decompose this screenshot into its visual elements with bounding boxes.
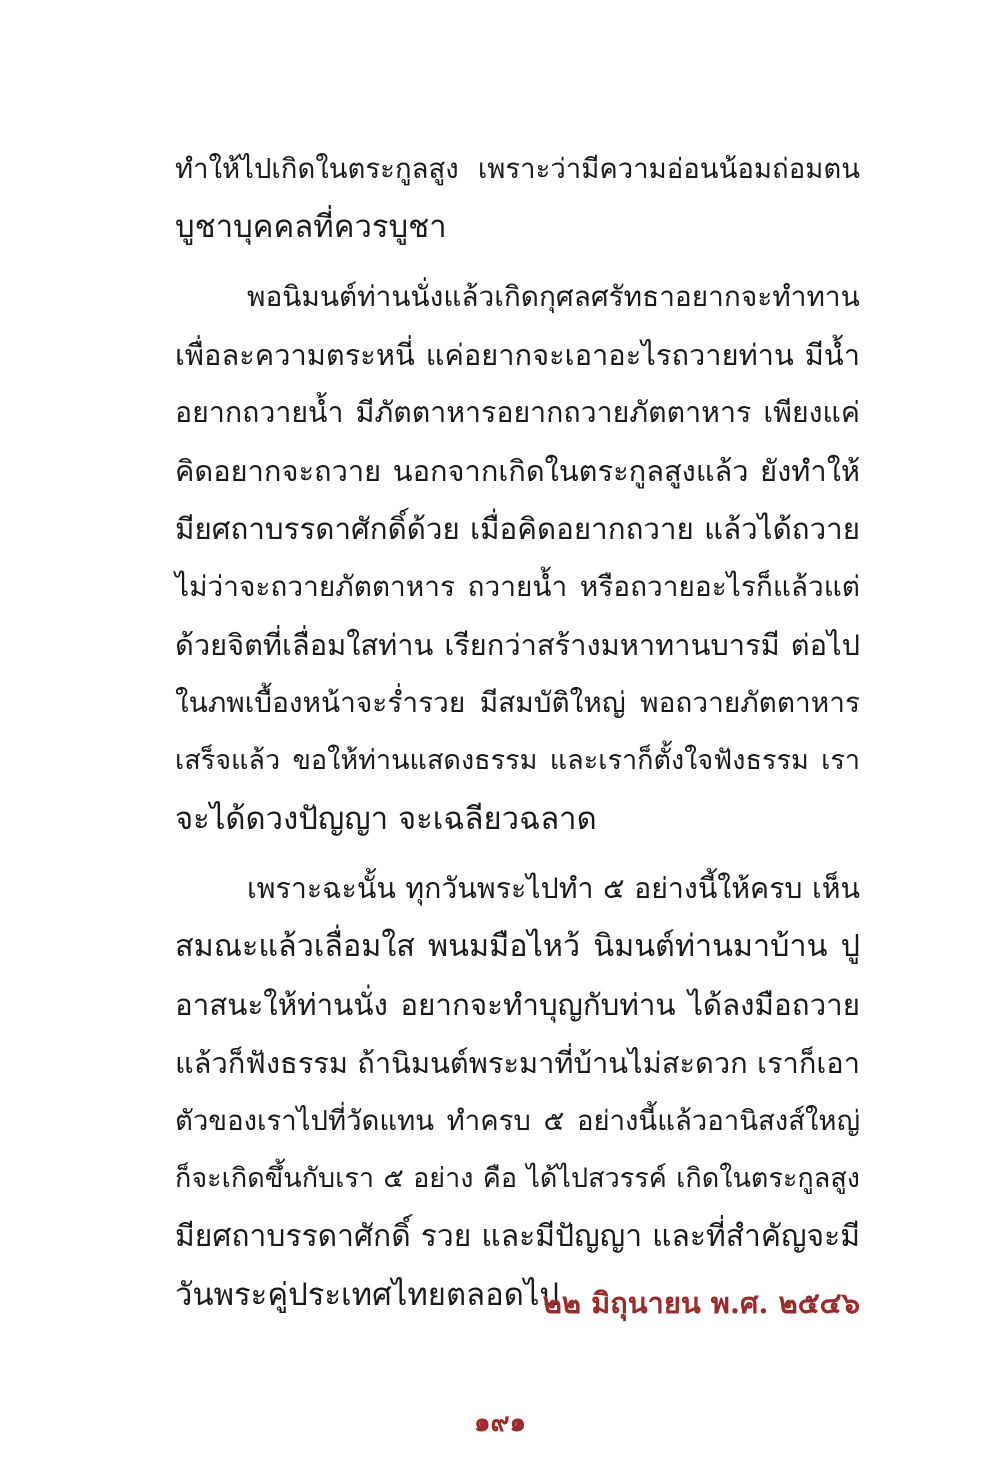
text-line: อยากถวายน้ำ มีภัตตาหารอยากถวายภัตตาหาร เพียงแค่ <box>175 396 860 429</box>
text-line: อาสนะให้ท่านนั่ง อยากจะทำบุญกับท่าน ได้ลงมือถวาย <box>175 988 860 1022</box>
text-line: จะได้ดวงปัญญา จะเฉลียวฉลาด <box>175 801 597 837</box>
text-line: ในภพเบื้องหน้าจะร่ำรวย มีสมบัติใหญ่ พอถวายภัตตาหาร <box>175 686 860 719</box>
paragraph-2 <box>175 268 860 848</box>
text-line: คิดอยากจะถวาย นอกจากเกิดในตระกูลสูงแล้ว ยังทำให้ <box>175 454 860 488</box>
page-number: ๑๙๑ <box>473 1408 527 1438</box>
document-body <box>175 140 860 1324</box>
text-line: วันพระคู่ประเทศไทยตลอดไป <box>175 1277 560 1313</box>
text-line: สมณะแล้วเลื่อมใส พนมมือไหว้ นิมนต์ท่านมาบ้าน ปู <box>175 929 860 964</box>
paragraph-1 <box>175 140 860 256</box>
text-line: มียศถาบรรดาศักดิ์ด้วย เมื่อคิดอยากถวาย แล้วได้ถวาย <box>175 512 860 546</box>
text-line: ทำให้ไปเกิดในตระกูลสูง เพราะว่ามีความอ่อนน้อมถ่อมตน <box>175 153 860 185</box>
paragraph-3 <box>175 860 860 1324</box>
text-line: พอนิมนต์ท่านนั่งแล้วเกิดกุศลศรัทธาอยากจะทำทาน <box>247 280 860 313</box>
text-line: มียศถาบรรดาศักดิ์ รวย และมีปัญญา และที่สำคัญจะมี <box>175 1219 860 1254</box>
text-line: ไม่ว่าจะถวายภัตตาหาร ถวายน้ำ หรือถวายอะไรก็แล้วแต่ <box>175 570 860 603</box>
sermon-date: ๒๒ มิถุนายน พ.ศ. ๒๕๔๖ <box>542 1286 860 1320</box>
text-line: เพื่อละความตระหนี่ แค่อยากจะเอาอะไรถวายท่าน มีน้ำ <box>175 338 860 372</box>
text-line: แล้วก็ฟังธรรม ถ้านิมนต์พระมาที่บ้านไม่สะดวก เราก็เอา <box>175 1046 860 1080</box>
text-line: ด้วยจิตที่เลื่อมใสท่าน เรียกว่าสร้างมหาทานบารมี ต่อไป <box>175 628 860 662</box>
text-line: เสร็จแล้ว ขอให้ท่านแสดงธรรม และเราก็ตั้งใจฟังธรรม เรา <box>175 745 860 776</box>
text-line: บูชาบุคคลที่ควรบูชา <box>175 209 447 245</box>
text-line: ตัวของเราไปที่วัดแทน ทำครบ ๕ อย่างนี้แล้วอานิสงส์ใหญ่ <box>175 1105 860 1137</box>
text-line: เพราะฉะนั้น ทุกวันพระไปทำ ๕ อย่างนี้ให้ครบ เห็น <box>247 872 860 905</box>
text-line: ก็จะเกิดขึ้นกับเรา ๕ อย่าง คือ ได้ไปสวรรค์ เกิดในตระกูลสูง <box>175 1163 860 1194</box>
